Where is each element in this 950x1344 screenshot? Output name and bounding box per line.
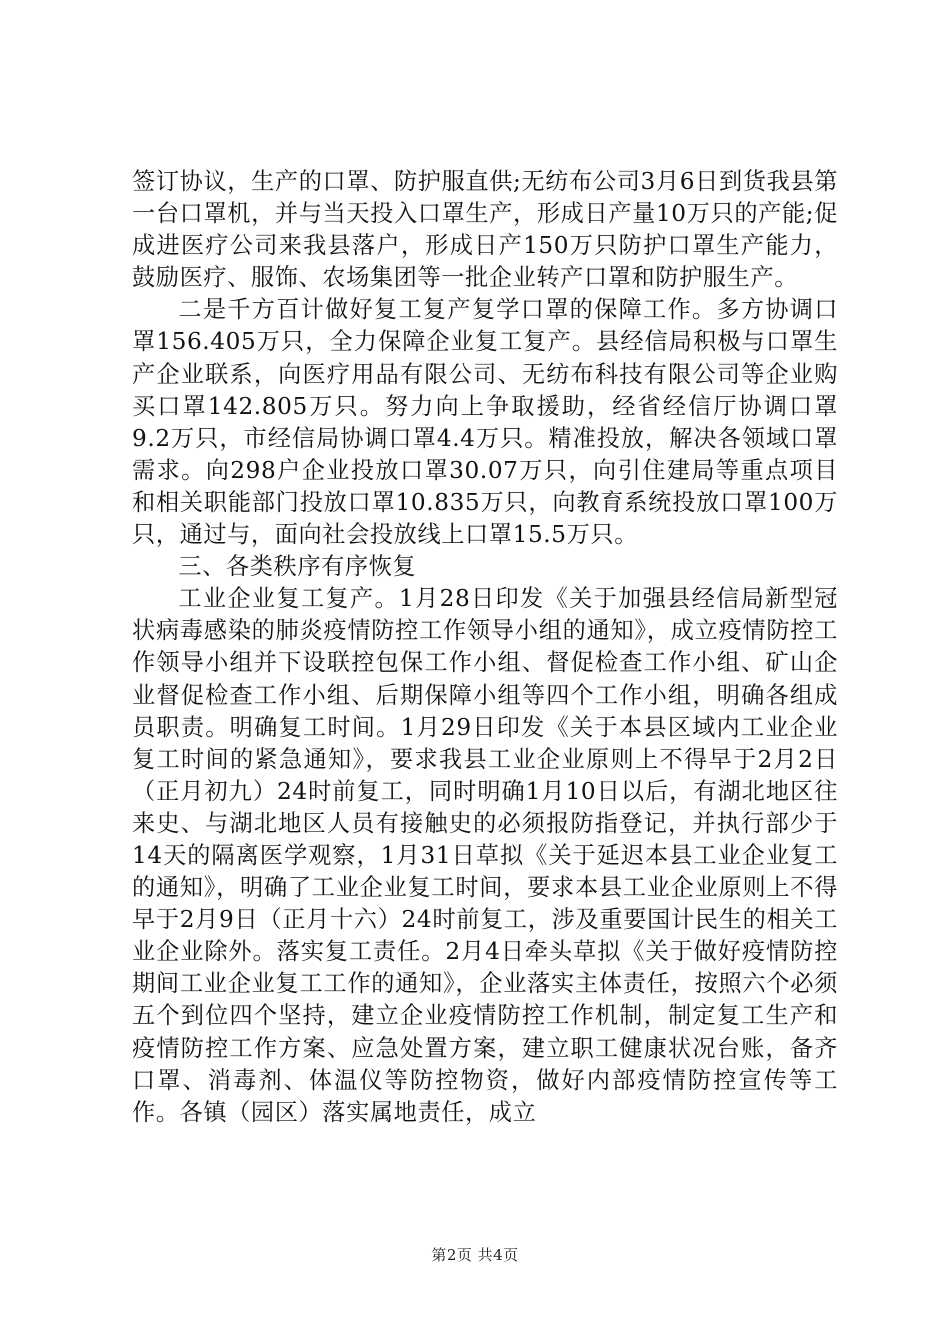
paragraph-continuation: 签订协议，生产的口罩、防护服直供;无纺布公司3月6日到货我县第一台口罩机，并与当天投入口罩生产，形成日产量10万只的产能;促成进医疗公司来我县落户，形成日产150万只防护口罩生产能力，鼓励医疗、服饰、农场集团等一批企业转产口罩和防护服生产。 bbox=[132, 168, 838, 292]
page-number-footer: 第2页 共4页 bbox=[431, 1246, 519, 1264]
paragraph-industrial-resumption: 工业企业复工复产。1月28日印发《关于加强县经信局新型冠状病毒感染的肺炎疫情防控工作领导小组的通知》，成立疫情防控工作领导小组并下设联控包保工作小组、督促检查工作小组、矿山企业督促检查工作小组、后期保障小组等四个工作小组，明确各组成员职责。明确复工时间。1月29日印发《关于本县区域内工业企业复工时间的紧急通知》，要求我县工业企业原则上不得早于2月2日（正月初九）24时前复工，同时明确1月10日以后，有湖北地区往来史、与湖北地区人员有接触史的必须报防指登记，并执行部少于14天的隔离医学观察，1月31日草拟《关于延迟本县工业企业复工的通知》，明确了工业企业复工时间，要求本县工业企业原则上不得早于2月9日（正月十六）24时前复工，涉及重要国计民生的相关工业企业除外。落实复工责任。2月4日牵头草拟《关于做好疫情防控期间工业企业复工工作的通知》，企业落实主体责任，按照六个必须五个到位四个坚持，建立企业疫情防控工作机制，制定复工生产和疫情防控工作方案、应急处置方案，建立职工健康状况台账，备齐口罩、消毒剂、体温仪等防控物资，做好内部疫情防控宣传等工作。各镇（园区）落实属地责任，成立 bbox=[132, 585, 838, 1126]
section-heading-order-recovery: 三、各类秩序有序恢复 bbox=[178, 553, 417, 581]
paragraph-mask-supply: 二是千方百计做好复工复产复学口罩的保障工作。多方协调口罩156.405万只，全力保障企业复工复产。县经信局积极与口罩生产企业联系，向医疗用品有限公司、无纺布科技有限公司等企业购买口罩142.805万只。努力向上争取援助，经省经信厅协调口罩9.2万只，市经信局协调口罩4.4万只。精准投放，解决各领域口罩需求。向298户企业投放口罩30.07万只，向引住建局等重点项目和相关职能部门投放口罩10.835万只，向教育系统投放口罩100万只，通过与，面向社会投放线上口罩15.5万只。 bbox=[132, 296, 838, 549]
document-body bbox=[132, 166, 838, 1129]
